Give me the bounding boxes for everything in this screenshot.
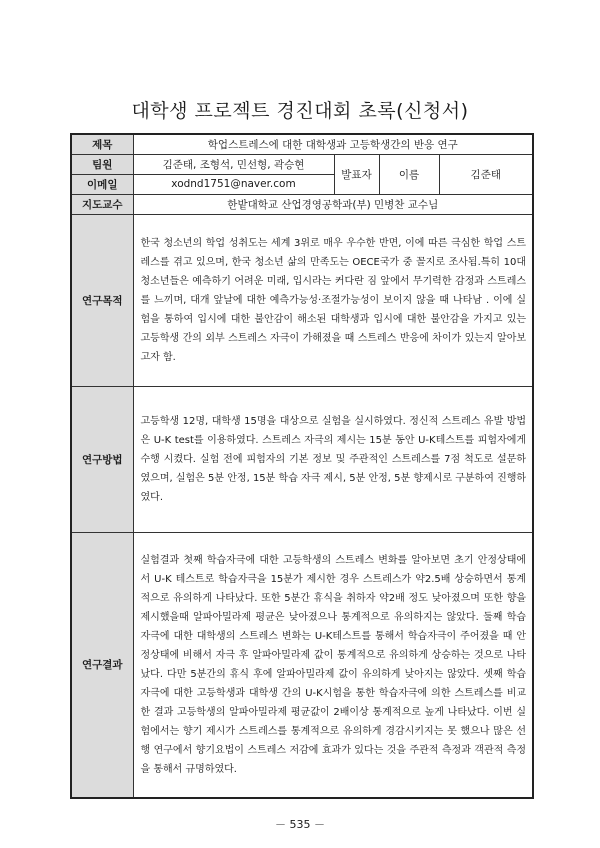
team-members-value: 김준태, 조형석, 민선형, 곽승현 — [133, 154, 334, 174]
result-row — [71, 532, 533, 798]
page-title: 대학생 프로젝트 경진대회 초록(신청서) — [131, 100, 469, 122]
purpose-cell — [133, 214, 533, 386]
team-label: 팀원 — [71, 154, 133, 174]
project-title-value: 학업스트레스에 대한 대학생과 고등학생간의 반응 연구 — [133, 134, 533, 154]
title-label: 제목 — [71, 134, 133, 154]
presenter-name-value: 김준태 — [439, 154, 533, 194]
title-row — [71, 134, 533, 154]
abstract-form-table — [70, 133, 534, 799]
purpose-text: 한국 청소년의 학업 성취도는 세계 3위로 매우 우수한 반면, 이에 따른 극심한 학업 스트레스를 겪고 있으며, 한국 청소년 삶의 만족도는 OECE국가 중 꼴지로 조사됨.특히 10대 청소년들은 예측하기 어려운 미래, 입시라는 커다란 짐 앞에서 무기력한 감정과 스트레스를 느끼며, 대개 앞날에 대한 예측가능성·조절가능성이 보이지 않을 때 나타남 . 이에 실험을 통하여 입시에 대한 불안감이 해소된 대학생과 입시에 대한 불안감을 가지고 있는 고등학생 간의 외부 스트레스 자극이 가해졌을 때 스트레스 반응에 차이가 있는지 알아보고자 함. — [140, 237, 527, 363]
method-row — [71, 386, 533, 532]
name-label: 이름 — [379, 154, 439, 194]
advisor-row — [71, 194, 533, 214]
email-value: xodnd1751@naver.com — [133, 174, 334, 194]
presenter-label: 발표자 — [334, 154, 379, 194]
result-label: 연구결과 — [71, 532, 133, 798]
method-text: 고등학생 12명, 대학생 15명을 대상으로 실험을 실시하였다. 정신적 스트레스 유발 방법은 U-K test를 이용하였다. 스트레스 자극의 제시는 15분 동안 U-K테스트를 피험자에게 수행 시켰다. 실험 전에 피험자의 기본 정보 및 주관적인 스트레스를 7점 척도로 설문하였으며, 실험은 5분 안정, 15분 학습 자극 제시, 5분 안정, 5분 향제시로 구분하여 진행하였다. — [140, 415, 527, 503]
advisor-value: 한밭대학교 산업경영공학과(부) 민병찬 교수님 — [133, 194, 533, 214]
purpose-row — [71, 214, 533, 386]
team-row — [71, 154, 533, 174]
page-number: － 535 － — [275, 818, 325, 831]
result-cell — [133, 532, 533, 798]
advisor-label: 지도교수 — [71, 194, 133, 214]
method-label: 연구방법 — [71, 386, 133, 532]
method-cell — [133, 386, 533, 532]
email-label: 이메일 — [71, 174, 133, 194]
purpose-label: 연구목적 — [71, 214, 133, 386]
result-text: 실험결과 첫째 학습자극에 대한 고등학생의 스트레스 변화를 알아보면 초기 안정상태에서 U-K 테스트로 학습자극을 15분가 제시한 경우 스트레스가 약2.5배 상승하면서 통계적으로 유의하게 나타났다. 또한 5분간 휴식을 취하자 약2배 정도 낮아졌으며 또한 향을 제시했을때 알파아밀라제 평균은 낮아졌으나 통계적으로 유의하지는 않았다. 둘째 학습자극에 대한 대학생의 스트레스 변화는 U-K테스트를 통해서 학습자극이 주어졌을 때 안정상태에 비해서 자극 후 알파아밀라제 값이 통계적으로 유의하게 상승하는 것으로 나타났다. 다만 5분간의 휴식 후에 알파아밀라제 값이 유의하게 낮아지는 않았다. 셋째 학습자극에 대한 고등학생과 대학생 간의 U-K시험을 통한 학습자극에 의한 스트레스를 비교한 결과 고등학생의 알파아밀라제 평균값이 2배이상 통계적으로 높게 나타났다. 이번 실험에서는 향기 제시가 스트레스를 통계적으로 유의하게 경감시키지는 못 했으나 많은 선행 연구에서 향기요법이 스트레스 저감에 효과가 있다는 것을 주관적 측정과 객관적 측정을 통해서 규명하였다. — [140, 554, 527, 775]
